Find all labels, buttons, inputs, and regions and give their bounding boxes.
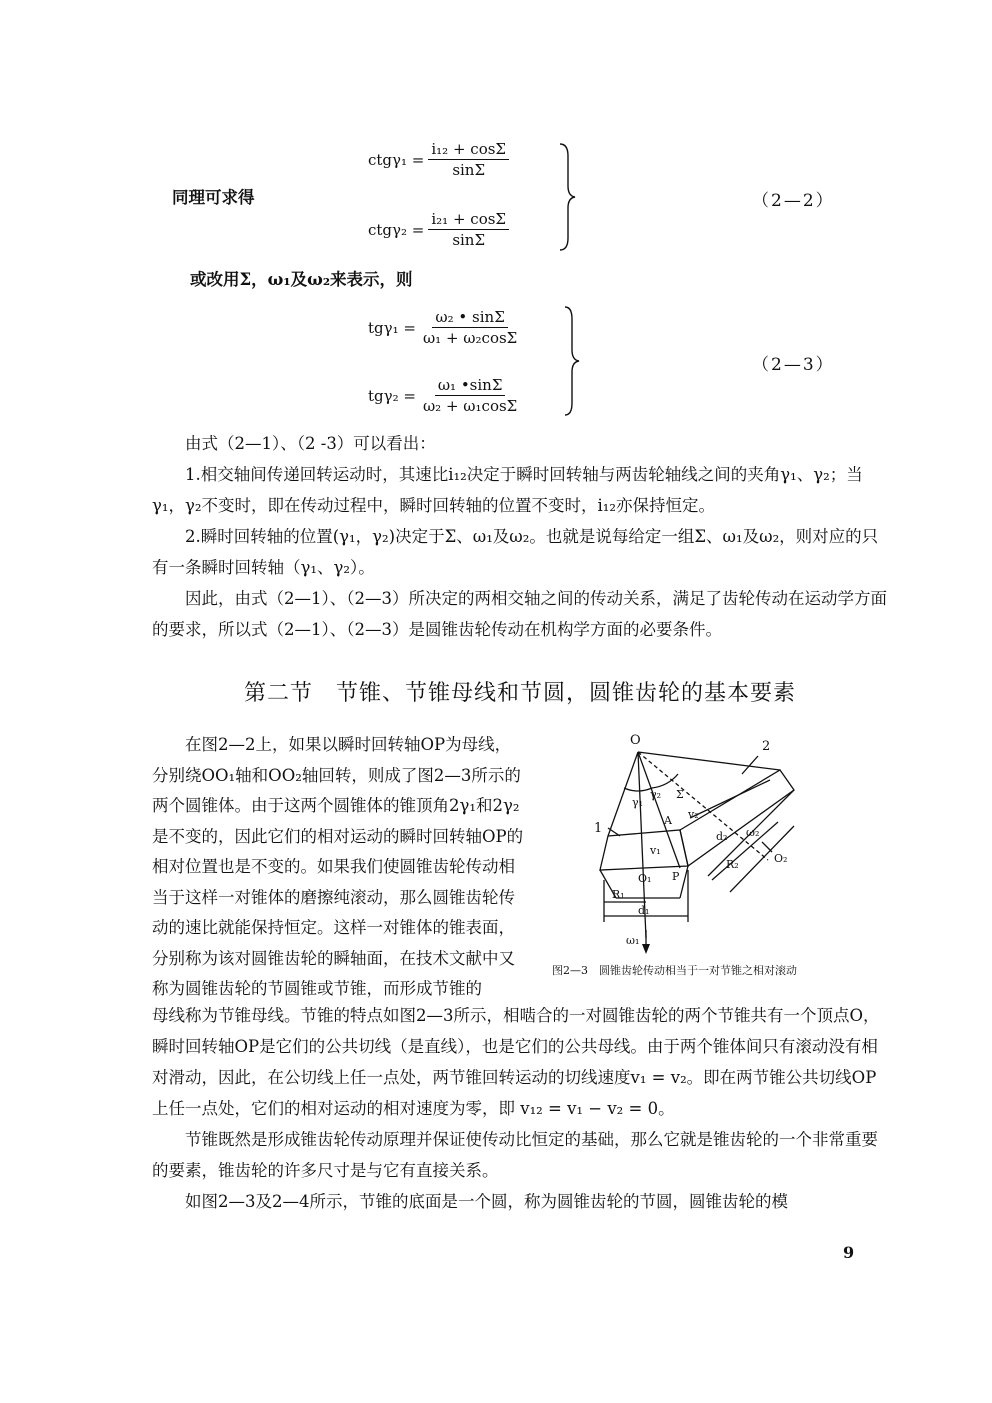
- fig-label-o: O: [630, 733, 641, 748]
- eq23-line1-lhs: tgγ₁ =: [368, 318, 416, 337]
- fig-gear-1-base-2: [680, 866, 688, 898]
- eq22-line2-denominator: sinΣ: [452, 231, 486, 249]
- eq23-line2-numerator: ω₁ •sinΣ: [435, 376, 506, 396]
- figure-caption: 图2—3 圆锥齿轮传动相当于一对节锥之相对滚动: [552, 964, 797, 977]
- paragraph-3: 2.瞬时回转轴的位置(γ₁，γ₂)决定于Σ、ω₁及ω₂。也就是说每给定一组Σ、ω₁及ω₂，则对应的只有一条瞬时回转轴（γ₁、γ₂）。: [152, 527, 879, 577]
- fig-label-gamma2: γ₂: [650, 788, 661, 801]
- fig-label-v1: v₁: [650, 844, 661, 857]
- eq22-brace: [558, 142, 578, 252]
- eq23-line1-numerator: ω₂ • sinΣ: [432, 308, 507, 328]
- page-number: 9: [843, 1243, 855, 1262]
- eq22-intro: 同理可求得: [172, 188, 255, 207]
- fig-gear-1-body: [600, 830, 688, 870]
- eq23-line1-fraction: [420, 308, 520, 347]
- fig-line-o-to-1: [608, 752, 638, 836]
- eq23-line2-fraction: [420, 376, 520, 415]
- fig-arrow-omega2: [762, 842, 772, 852]
- eq22-line2-lhs: ctgγ₂ =: [368, 220, 425, 239]
- section-heading: 第二节 节锥、节锥母线和节圆，圆锥齿轮的基本要素: [243, 681, 796, 706]
- eq22-number: （2—2）: [752, 191, 835, 211]
- eq23-line2: [368, 376, 520, 415]
- fig-label-sigma: Σ: [676, 788, 684, 801]
- fig-arc-gamma1: [624, 788, 652, 791]
- fig-label-omega1: ω₁: [626, 934, 640, 947]
- fig-label-r1: R₁: [612, 888, 625, 901]
- section-body: [152, 1000, 888, 1217]
- eq23-brace: [563, 305, 583, 417]
- eq23-line2-lhs: tgγ₂ =: [368, 386, 416, 405]
- eq22-line2-fraction: [428, 210, 509, 249]
- eq23-line2-denominator: ω₂ + ω₁cosΣ: [422, 397, 518, 415]
- eq22-line2-numerator: i₂₁ + cosΣ: [428, 210, 509, 230]
- eq22-line1: [368, 140, 509, 179]
- paragraph-2: 1.相交轴间传递回转运动时，其速比i₁₂决定于瞬时回转轴与两齿轮轴线之间的夹角γ₁、γ₂；当γ₁，γ₂不变时，即在传动过程中，瞬时回转轴的位置不变时，i₁₂亦保持恒定。: [152, 465, 863, 515]
- fig-label-d1: d₁: [638, 904, 650, 917]
- fig-label-omega2: ω₂: [746, 826, 760, 839]
- eq23-line1-denominator: ω₁ + ω₂cosΣ: [422, 329, 518, 347]
- fig-label-a: A: [664, 814, 672, 827]
- eq22-line2: [368, 210, 509, 249]
- fig-label-r2: R₂: [726, 858, 739, 871]
- fig-label-2: 2: [762, 739, 771, 754]
- paragraph-4: 因此，由式（2—1）、（2—3）所决定的两相交轴之间的传动关系，满足了齿轮传动在运动学方面的要求，所以式（2—1）、（2—3）是圆锥齿轮传动在机构学方面的必要条件。: [152, 589, 887, 639]
- fig-line-o-to-2: [638, 752, 780, 770]
- fig-label-d2: d₂: [716, 830, 728, 843]
- eq22-line1-numerator: i₁₂ + cosΣ: [428, 140, 509, 160]
- eq23-intro: 或改用Σ，ω₁及ω₂来表示，则: [190, 270, 413, 289]
- paragraph-5: 母线称为节锥母线。节锥的特点如图2—3所示，相啮合的一对圆锥齿轮的两个节锥共有一个顶点O，瞬时回转轴OP是它们的公共切线（是直线），也是它们的公共母线。由于两个锥体间只有滚动没有相对滑动，因此，在公切线上任一点处，两节锥回转运动的切线速度v₁ = v₂。即在两节锥公共切线OP上任一点处，它们的相对运动的相对速度为零，即 v₁₂ = v₁ − v₂ = 0。: [152, 1006, 880, 1118]
- paragraph-7: 如图2—3及2—4所示，节锥的底面是一个圆，称为圆锥齿轮的节圆，圆锥齿轮的模: [185, 1192, 788, 1211]
- column-text: 在图2—2上，如果以瞬时回转轴OP为母线，分别绕OO₁轴和OO₂轴回转，则成了图2—3所示的两个圆锥体。由于这两个圆锥体的锥顶角2γ₁和2γ₂是不变的，因此它们的相对运动的瞬时回转轴OP的相对位置也是不变的。如果我们使圆锥齿轮传动相当于这样一对锥体的磨擦纯滚动，那么圆锥齿轮传动的速比就能保持恒定。这样一对锥体的锥表面，分别称为该对圆锥齿轮的瞬轴面，在技术文献中又称为圆锥齿轮的节圆锥或节锥，而形成节锥的: [152, 735, 524, 998]
- fig-label-1: 1: [594, 821, 603, 836]
- eq23-line1: [368, 308, 520, 347]
- eq22-line1-fraction: [428, 140, 509, 179]
- fig-label-p: P: [672, 870, 680, 883]
- eq22-line1-lhs: ctgγ₁ =: [368, 150, 425, 169]
- figure-2-3: [580, 730, 830, 956]
- fig-label-v2: v₂: [688, 808, 699, 821]
- eq23-number: （2—3）: [752, 355, 835, 375]
- fig-arc-gamma2: [652, 774, 678, 788]
- fig-label-gamma1: γ₁: [632, 796, 643, 809]
- eq22-line1-denominator: sinΣ: [452, 161, 486, 179]
- body-text: [152, 428, 888, 645]
- fig-arrowhead-omega1: [642, 944, 650, 954]
- fig-gear-2-mid: [690, 780, 770, 818]
- paragraph-1: 由式（2—1）、（2 -3）可以看出：: [185, 434, 436, 453]
- paragraph-6: 节锥既然是形成锥齿轮传动原理并保证使传动比恒定的基础，那么它就是锥齿轮的一个非常重要的要素，锥齿轮的许多尺寸是与它有直接关系。: [152, 1130, 878, 1180]
- fig-label-o2: O₂: [774, 852, 788, 865]
- fig-label-o1: O₁: [638, 872, 652, 885]
